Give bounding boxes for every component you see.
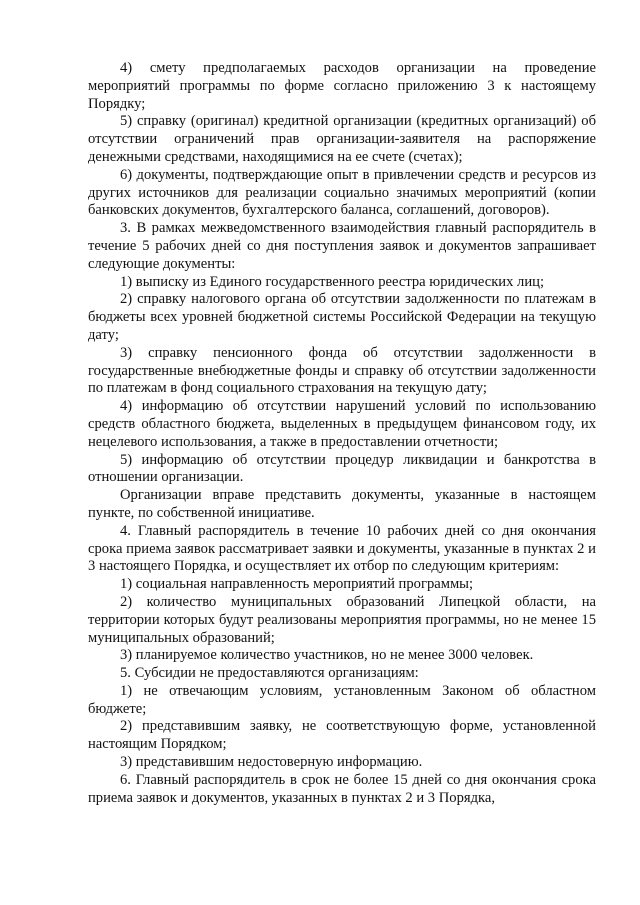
paragraph-section-4: 4. Главный распорядитель в течение 10 рабочих дней со дня окончания срока приема заявок рассматривает заявки и документы, указанные в пунктах 2 и 3 настоящего Порядка, и осуществляет их отбор по следующим критериям:: [88, 522, 596, 575]
paragraph-item-6-experience-documents: 6) документы, подтверждающие опыт в привлечении средств и ресурсов из других источников для реализации социально значимых мероприятий (копии банковских документов, бухгалтерского баланса, соглашений, договоров).: [88, 166, 596, 219]
paragraph-item-5-bank-certificate: 5) справку (оригинал) кредитной организации (кредитных организаций) об отсутствии ограничений прав организации-заявителя на распоряжение денежными средствами, находящимися на ее счете (счетах);: [88, 113, 596, 165]
paragraph-item-4-estimate: 4) смету предполагаемых расходов организации на проведение мероприятий программы по форме согласно приложению 3 к настоящему Порядку;: [88, 60, 596, 112]
paragraph-section-3-item-2: 2) справку налогового органа об отсутствии задолженности по платежам в бюджеты всех уровней бюджетной системы Российской Федерации на текущую дату;: [88, 291, 596, 343]
paragraph-section-3: 3. В рамках межведомственного взаимодействия главный распорядитель в течение 5 рабочих дней со дня поступления заявок и документов запрашивает следующие документы:: [88, 220, 596, 272]
paragraph-section-3-item-3: 3) справку пенсионного фонда об отсутствии задолженности в государственные внебюджетные фонды и справку об отсутствии задолженности по платежам в фонд социального страхования на текущую дату;: [88, 344, 596, 397]
paragraph-section-3-note: Организации вправе представить документы, указанные в настоящем пункте, по собственной инициативе.: [88, 487, 596, 521]
document-page: [88, 60, 596, 807]
paragraph-section-5-item-1: 1) не отвечающим условиям, установленным Законом об областном бюджете;: [88, 682, 596, 717]
paragraph-section-6: 6. Главный распорядитель в срок не более 15 дней со дня окончания срока приема заявок и документов, указанных в пунктах 2 и 3 Порядка,: [88, 771, 596, 806]
paragraph-section-5-item-2: 2) представившим заявку, не соответствующую форме, установленной настоящим Порядком;: [88, 718, 596, 753]
paragraph-section-3-item-5: 5) информацию об отсутствии процедур ликвидации и банкротства в отношении организации.: [88, 451, 596, 486]
paragraph-section-3-item-4: 4) информацию об отсутствии нарушений условий по использованию средств областного бюджета, выделенных в предыдущем финансовом году, их нецелевого использования, а также в предоставлении отчетности;: [88, 398, 596, 450]
paragraph-section-4-criterion-1: 1) социальная направленность мероприятий программы;: [120, 576, 474, 593]
paragraph-section-4-criterion-2: 2) количество муниципальных образований Липецкой области, на территории которых будут реализованы мероприятия программы, но не менее 15 муниципальных образований;: [88, 593, 596, 646]
paragraph-section-3-item-1: 1) выписку из Единого государственного реестра юридических лиц;: [120, 273, 545, 290]
paragraph-section-5-item-3: 3) представившим недостоверную информацию.: [120, 754, 423, 771]
paragraph-section-5: 5. Субсидии не предоставляются организациям:: [120, 665, 419, 682]
paragraph-section-4-criterion-3: 3) планируемое количество участников, но не менее 3000 человек.: [120, 647, 534, 664]
